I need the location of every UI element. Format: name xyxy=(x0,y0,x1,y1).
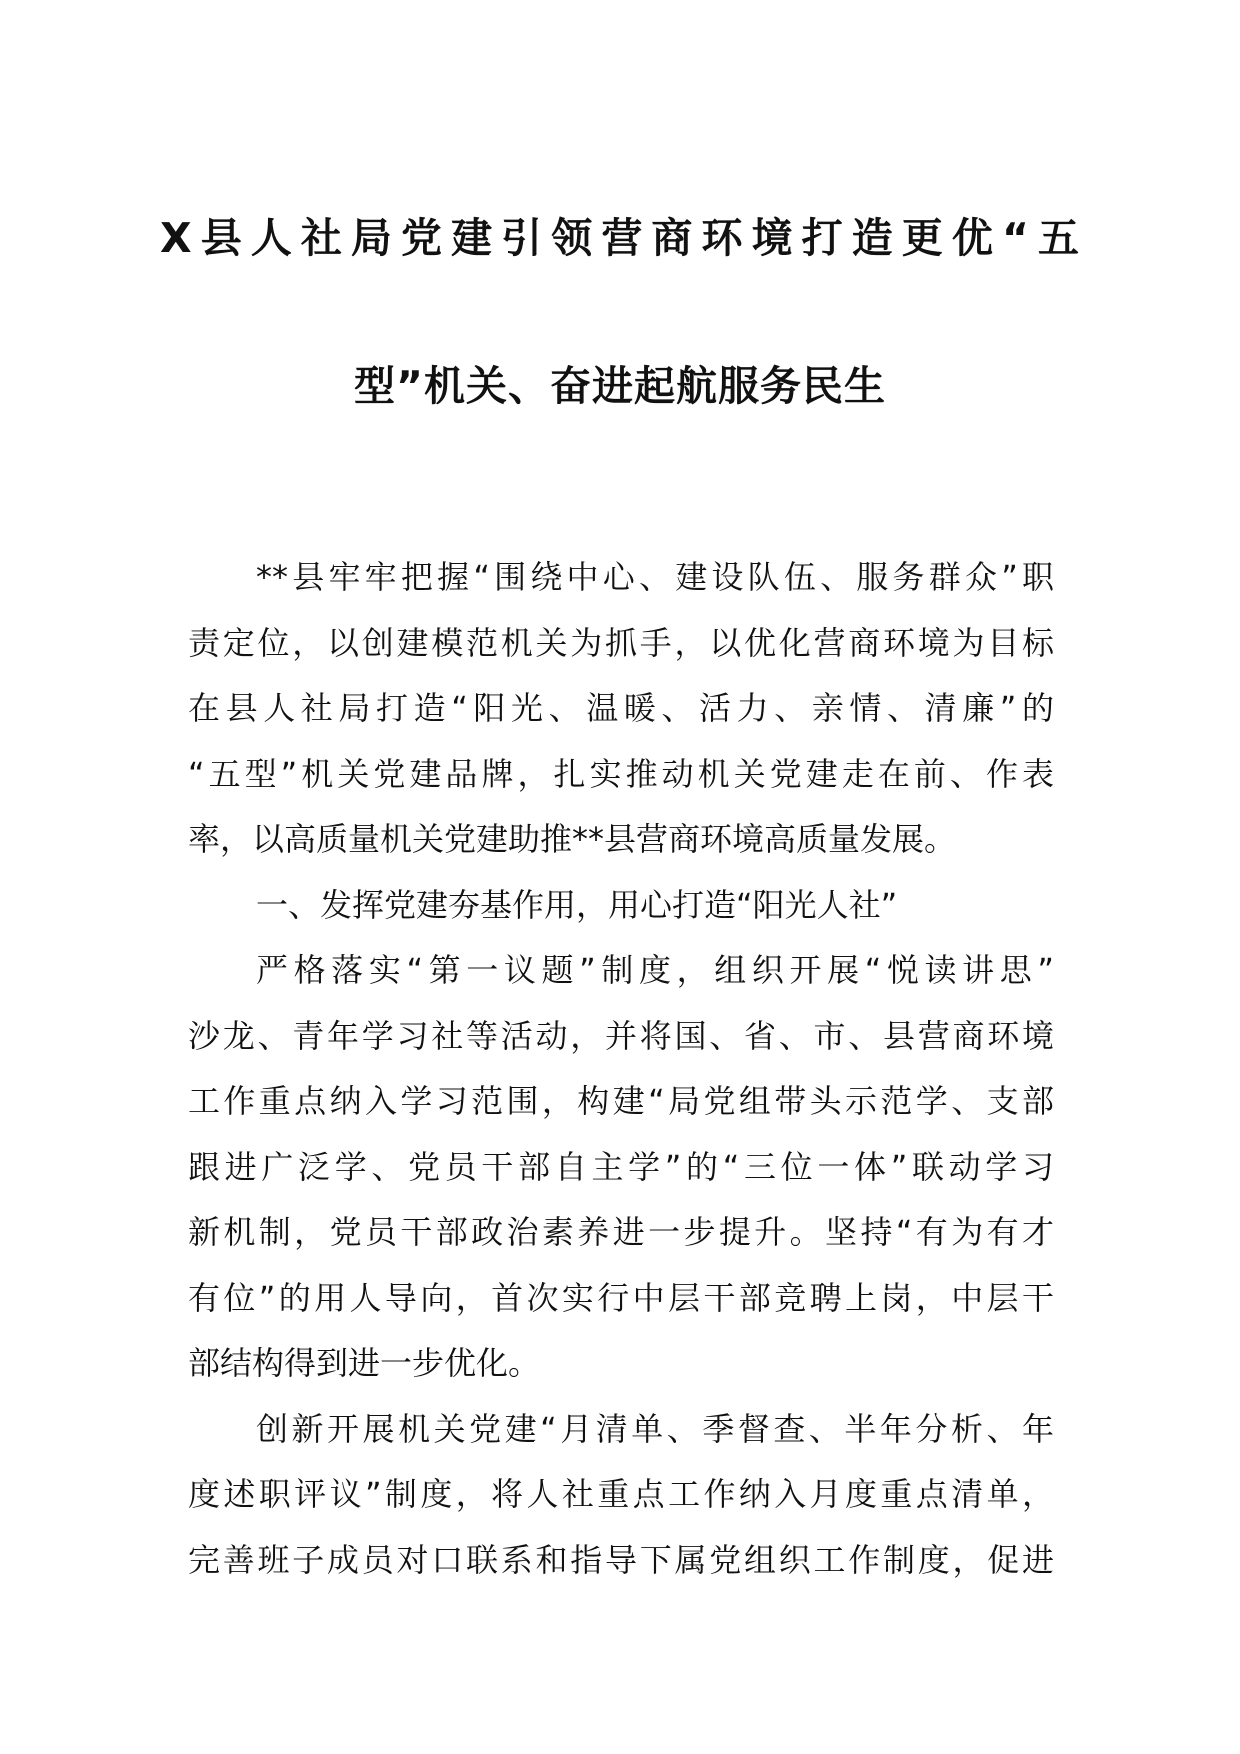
body-line: **县牢牢把握“围绕中心、建设队伍、服务群众”职 xyxy=(256,558,1054,596)
section-heading: 一、发挥党建夯基作用，用心打造“阳光人社” xyxy=(256,885,898,924)
document-body xyxy=(188,545,1054,1593)
document-title-line-2: 型”机关、奋进起航服务民生 xyxy=(354,362,886,410)
body-line: 沙龙、青年学习社等活动，并将国、省、市、县营商环境 xyxy=(188,1016,1054,1055)
body-line: 完善班子成员对口联系和指导下属党组织工作制度，促进 xyxy=(188,1540,1054,1579)
body-line: 创新开展机关党建“月清单、季督查、半年分析、年 xyxy=(256,1409,1054,1448)
body-line: 度述职评议”制度，将人社重点工作纳入月度重点清单， xyxy=(188,1475,1054,1513)
body-line: 有位”的用人导向，首次实行中层干部竞聘上岗，中层干 xyxy=(188,1278,1054,1317)
body-line: 严格落实“第一议题”制度，组织开展“悦读讲思” xyxy=(256,951,1054,989)
body-line: 新机制，党员干部政治素养进一步提升。坚持“有为有才 xyxy=(188,1213,1054,1251)
body-line: 工作重点纳入学习范围，构建“局党组带头示范学、支部 xyxy=(188,1082,1054,1120)
body-line: 责定位，以创建模范机关为抓手，以优化营商环境为目标 xyxy=(188,623,1054,662)
body-line: 部结构得到进一步优化。 xyxy=(188,1344,541,1382)
body-line: 率，以高质量机关党建助推**县营商环境高质量发展。 xyxy=(188,820,957,858)
body-line: 跟进广泛学、党员干部自主学”的“三位一体”联动学习 xyxy=(188,1147,1054,1186)
body-line: 在县人社局打造“阳光、温暖、活力、亲情、清廉”的 xyxy=(188,689,1054,727)
body-line: “五型”机关党建品牌，扎实推动机关党建走在前、作表 xyxy=(188,754,1054,793)
document-title-line-1: X县人社局党建引领营商环境打造更优“五 xyxy=(160,214,1080,262)
